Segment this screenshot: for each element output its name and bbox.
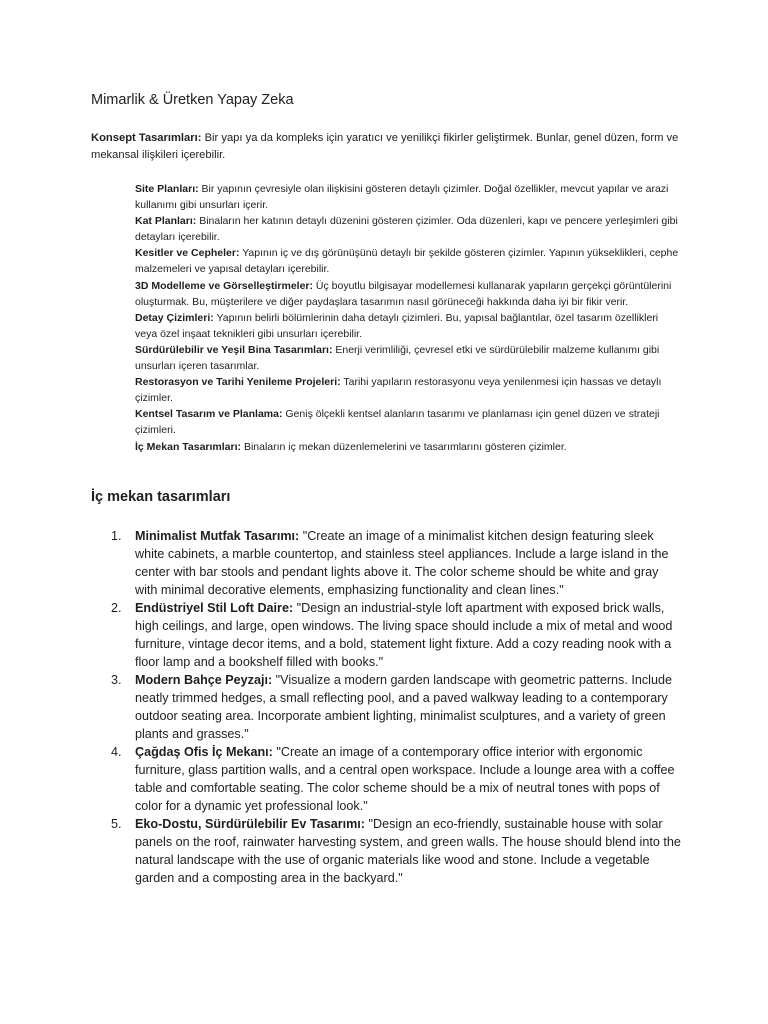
item-number: 5.: [111, 817, 122, 831]
sub-list-item: [135, 245, 683, 277]
sub-item-term: Kentsel Tasarım ve Planlama:: [135, 408, 283, 421]
sub-item-text: Yapının belirli bölümlerinin daha detaylı çizimleri. Bu, yapısal bağlantılar, özel tasarım özellikleri veya özel inşaat teknikleri gibi unsurları içerebilir.: [135, 311, 659, 340]
sub-item-text: Tarihi yapıların restorasyonu veya yenilenmesi için hassas ve detaylı çizimler.: [135, 376, 662, 405]
sub-item-text: Yapının iç ve dış görünüşünü detaylı bir şekilde gösteren çizimler. Yapının yükseklikleri, cephe malzemeleri ve yapısal detayları içerebilir.: [135, 247, 679, 276]
item-text: "Visualize a modern garden landscape with geometric patterns. Include neatly trimmed hedges, a small reflecting pool, and a paved walkway leading to a contemporary outdoor seating area. Incorporate ambient lighting, minimalist sculptures, and a variety of green plants and grasses.": [135, 673, 672, 741]
item-text: "Design an industrial-style loft apartment with exposed brick walls, high ceilings, and large, open windows. The living space should include a mix of metal and wood furniture, vintage decor items, and a bold, statement light fixture. Add a cozy reading nook with a floor lamp and a bookshelf filled with books.": [135, 601, 673, 669]
sub-list-item: [135, 213, 683, 245]
sub-list-item: [135, 342, 683, 374]
interior-design-list: [91, 527, 681, 887]
item-number: 4.: [111, 745, 122, 759]
sub-item-term: 3D Modelleme ve Görselleştirmeler:: [135, 279, 313, 292]
sub-item-term: İç Mekan Tasarımları:: [135, 440, 242, 453]
numbered-list-item: [91, 527, 681, 599]
numbered-list-item: [91, 671, 681, 743]
item-text: "Create an image of a minimalist kitchen design featuring sleek white cabinets, a marble countertop, and stainless steel appliances. Include a large island in the center with bar stools and pendant lights above it. The color scheme should be white and gray with minimal decorative elements, emphasizing functionality and clean lines.": [135, 529, 669, 597]
sub-list-item: [135, 439, 683, 455]
sub-item-text: Geniş ölçekli kentsel alanların tasarımı ve planlaması için genel düzen ve strateji çizimleri.: [135, 408, 660, 437]
sub-item-text: Enerji verimliliği, çevresel etki ve sürdürülebilir malzeme kullanımı gibi unsurları içeren tasarımlar.: [135, 343, 660, 373]
item-text: "Design an eco-friendly, sustainable house with solar panels on the roof, rainwater harvesting system, and green walls. The house should blend into the natural landscape with the use of organic materials like wood and stone. Include a vegetable garden and a composting area in the backyard.": [135, 817, 681, 885]
section-heading: İç mekan tasarımları: [91, 489, 231, 505]
sub-list-item: [135, 310, 683, 342]
sub-item-text: Üç boyutlu bilgisayar modellemesi kullanarak yapıların gerçekçi görüntülerini oluşturmak. Bu, müşterilere ve diğer paydaşlara tasarımın nasıl görüneceği hakkında daha iyi bir fikir verir.: [135, 279, 672, 308]
numbered-list-item: [91, 815, 681, 887]
item-term: Modern Bahçe Peyzajı:: [135, 673, 273, 687]
document-title: Mimarlik & Üretken Yapay Zeka: [91, 92, 294, 108]
sub-item-term: Restorasyon ve Tarihi Yenileme Projeleri:: [135, 376, 341, 389]
numbered-list-item: [91, 743, 681, 815]
sub-item-term: Detay Çizimleri:: [135, 311, 214, 324]
sub-item-term: Kesitler ve Cepheler:: [135, 247, 240, 260]
item-term: Minimalist Mutfak Tasarımı:: [135, 529, 300, 543]
intro-term: Konsept Tasarımları:: [91, 132, 202, 144]
intro-paragraph: [91, 130, 681, 163]
item-number: 2.: [111, 601, 122, 615]
intro-text: Bir yapı ya da kompleks için yaratıcı ve yenilikçi fikirler geliştirmek. Bunlar, genel düzen, form ve mekansal ilişkileri içerebilir.: [91, 132, 679, 161]
item-number: 3.: [111, 673, 122, 687]
item-text: "Create an image of a contemporary office interior with ergonomic furniture, glass partition walls, and a central open workspace. Include a lounge area with a coffee table and comfortable seating. The color scheme should be a mix of neutral tones with pops of color for a dynamic yet professional look.": [135, 745, 675, 813]
sub-item-term: Site Planları:: [135, 183, 199, 195]
concept-sub-list: [135, 181, 683, 455]
item-term: Çağdaş Ofis İç Mekanı:: [135, 745, 273, 759]
numbered-list-item: [91, 599, 681, 671]
sub-list-item: [135, 406, 683, 438]
item-term: Eko-Dostu, Sürdürülebilir Ev Tasarımı:: [135, 817, 365, 831]
sub-list-item: [135, 278, 683, 310]
sub-item-term: Kat Planları:: [135, 215, 197, 228]
sub-item-text: Binaların her katının detaylı düzenini gösteren çizimler. Oda düzenleri, kapı ve pencere yerleşimleri gibi detayları içerebilir.: [135, 215, 678, 244]
sub-item-term: Sürdürülebilir ve Yeşil Bina Tasarımları:: [135, 343, 333, 356]
sub-list-item: [135, 181, 683, 213]
sub-item-text: Binaların iç mekan düzenlemelerini ve tasarımlarını gösteren çizimler.: [241, 440, 567, 453]
item-term: Endüstriyel Stil Loft Daire:: [135, 601, 294, 615]
sub-item-text: Bir yapının çevresiyle olan ilişkisini gösteren detaylı çizimler. Doğal özellikler, mevcut yapılar ve arazi kullanımı gibi unsurları içerir.: [135, 183, 669, 212]
sub-list-item: [135, 374, 683, 406]
item-number: 1.: [111, 529, 122, 543]
